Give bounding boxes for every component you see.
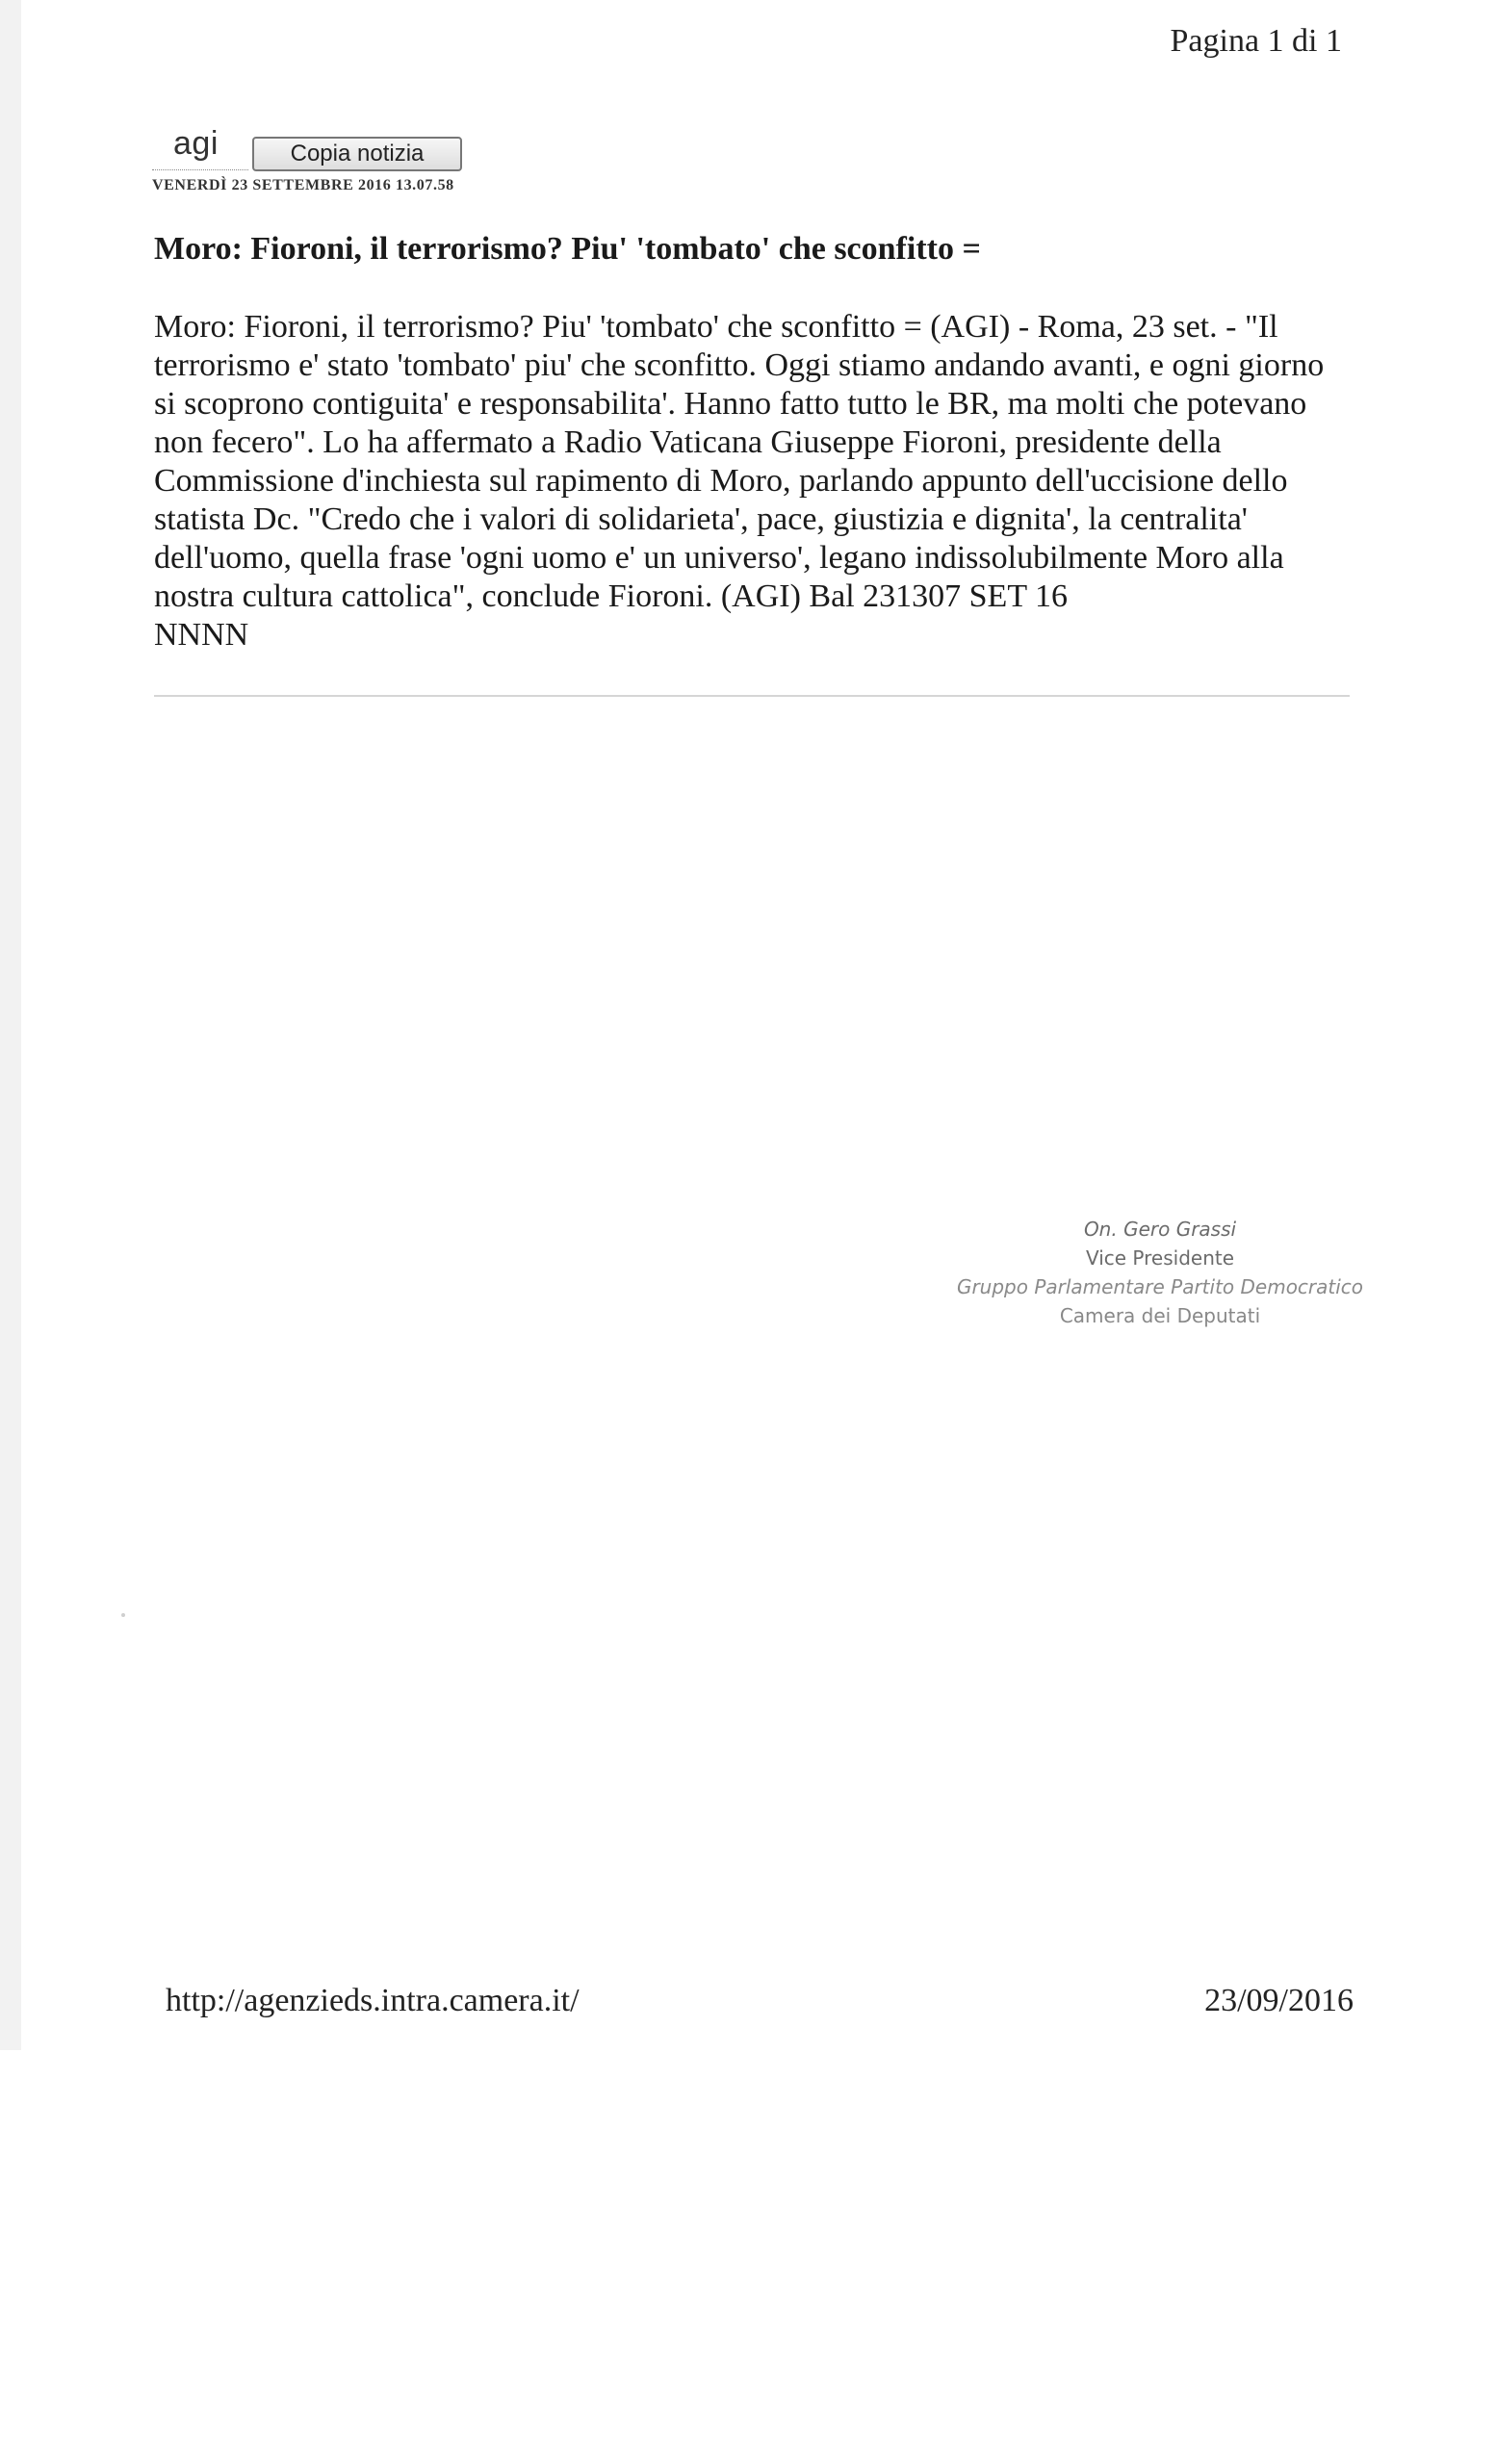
page-counter: Pagina 1 di 1: [1170, 23, 1342, 59]
news-end-marker: NNNN: [154, 617, 249, 653]
stamp-chamber: Camera dei Deputati: [1059, 1304, 1261, 1327]
news-body: [154, 308, 1348, 654]
logo-underline: [152, 169, 248, 170]
stamp-role: Vice Presidente: [1085, 1246, 1235, 1270]
news-body-paragraph: Moro: Fioroni, il terrorismo? Piu' 'tombato' che sconfitto = (AGI) - Roma, 23 set. - "Il terrorismo e' stato 'tombato' piu' che sconfitto. Oggi stiamo andando avanti, e ogni giorno si scoprono contiguita' e responsabilita'. Hanno fatto tutto le BR, ma molti che potevano non fecero". Lo ha affermato a Radio Vaticana Giuseppe Fioroni, presidente della Commissione d'inchiesta sul rapimento di Moro, parlando appunto dell'uccisione dello statista Dc. "Credo che i valori di solidarieta', pace, giustizia e dignita', la centralita' dell'uomo, quella frase 'ogni uomo e' un universo', legano indissolubilmente Moro alla nostra cultura cattolica", conclude Fioroni. (AGI) Bal 231307 SET 16: [154, 309, 1325, 614]
footer-url: http://agenzieds.intra.camera.it/: [166, 1983, 580, 2018]
news-headline: Moro: Fioroni, il terrorismo? Piu' 'tombato' che sconfitto =: [154, 231, 981, 267]
copy-news-button[interactable]: Copia notizia: [252, 137, 462, 171]
scan-speck: [121, 1613, 125, 1617]
agi-logo: agi: [173, 125, 219, 162]
news-dateline: VENERDÌ 23 SETTEMBRE 2016 13.07.58: [152, 177, 454, 193]
stamp-name: On. Gero Grassi: [1083, 1218, 1237, 1241]
horizontal-rule: [154, 695, 1350, 697]
stamp-group: Gruppo Parlamentare Partito Democratico: [956, 1275, 1364, 1298]
scan-edge-shadow: [0, 0, 21, 2050]
parliament-stamp: [943, 1215, 1377, 1330]
footer-date: 23/09/2016: [1204, 1983, 1354, 2018]
